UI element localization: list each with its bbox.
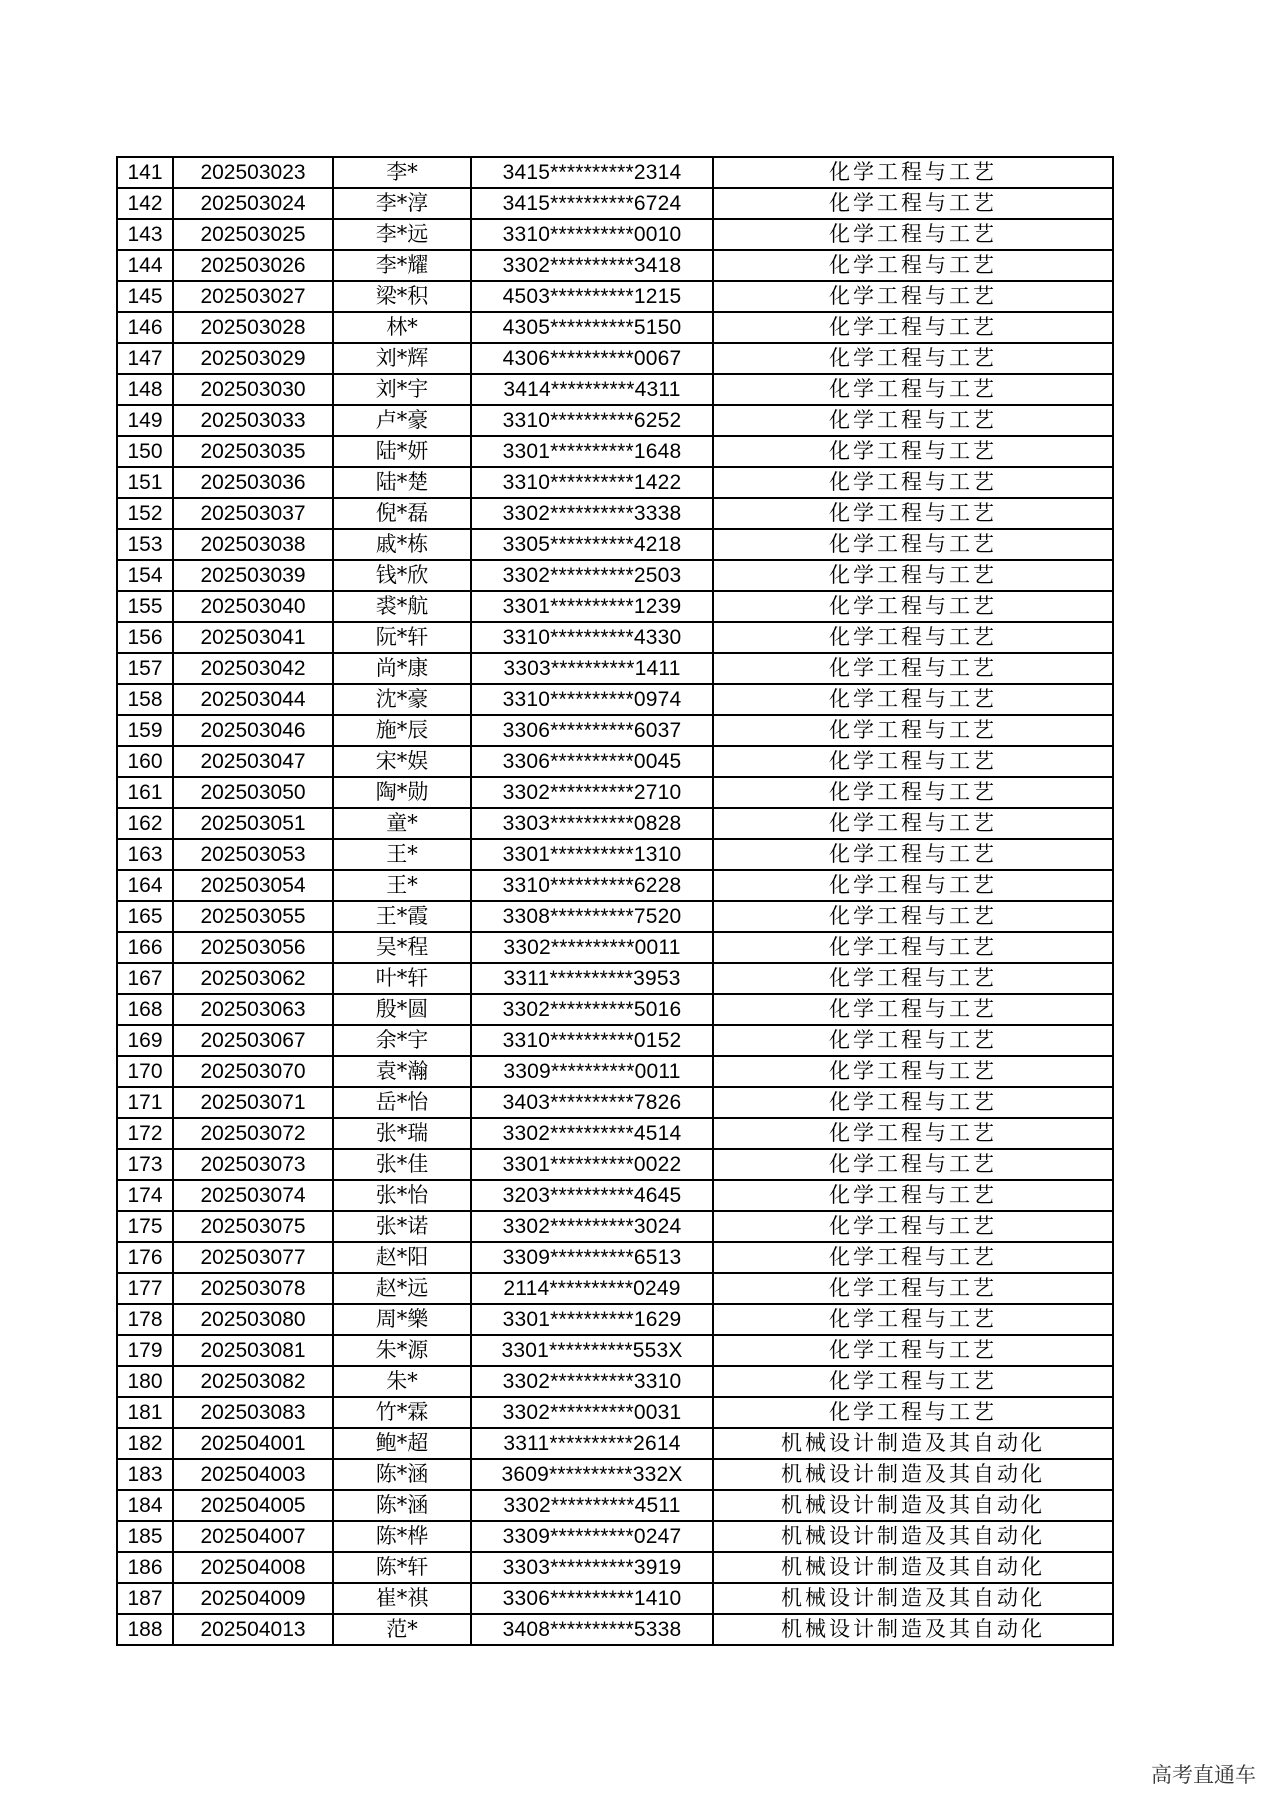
student-number: 202504013: [173, 1614, 333, 1645]
student-number: 202503030: [173, 374, 333, 405]
student-number: 202503067: [173, 1025, 333, 1056]
id-number: 3308**********7520: [471, 901, 713, 932]
major-name: 化学工程与工艺: [713, 777, 1113, 808]
id-number: 3310**********6228: [471, 870, 713, 901]
student-number: 202503027: [173, 281, 333, 312]
table-row: [117, 467, 1113, 498]
id-number: 3310**********1422: [471, 467, 713, 498]
student-number: 202504009: [173, 1583, 333, 1614]
id-number: 3301**********1239: [471, 591, 713, 622]
student-number: 202503046: [173, 715, 333, 746]
student-name: 王*: [333, 870, 471, 901]
table-row: [117, 932, 1113, 963]
row-index: 148: [117, 374, 173, 405]
major-name: 化学工程与工艺: [713, 653, 1113, 684]
student-number: 202503033: [173, 405, 333, 436]
id-number: 3302**********2503: [471, 560, 713, 591]
student-number: 202503051: [173, 808, 333, 839]
major-name: 化学工程与工艺: [713, 1056, 1113, 1087]
student-name: 李*耀: [333, 250, 471, 281]
student-name: 陆*妍: [333, 436, 471, 467]
student-number: 202503038: [173, 529, 333, 560]
student-name: 鲍*超: [333, 1428, 471, 1459]
row-index: 173: [117, 1149, 173, 1180]
student-name: 陈*桦: [333, 1521, 471, 1552]
row-index: 166: [117, 932, 173, 963]
student-name: 余*宇: [333, 1025, 471, 1056]
major-name: 化学工程与工艺: [713, 188, 1113, 219]
table-row: [117, 188, 1113, 219]
student-name: 张*诺: [333, 1211, 471, 1242]
student-number: 202503035: [173, 436, 333, 467]
major-name: 化学工程与工艺: [713, 1242, 1113, 1273]
student-number: 202503050: [173, 777, 333, 808]
major-name: 化学工程与工艺: [713, 715, 1113, 746]
table-row: [117, 1521, 1113, 1552]
student-number: 202504005: [173, 1490, 333, 1521]
student-name: 陈*涵: [333, 1459, 471, 1490]
student-name: 周*樂: [333, 1304, 471, 1335]
row-index: 141: [117, 157, 173, 188]
student-name: 陈*涵: [333, 1490, 471, 1521]
id-number: 3403**********7826: [471, 1087, 713, 1118]
table-row: [117, 157, 1113, 188]
id-number: 3302**********3310: [471, 1366, 713, 1397]
id-number: 3301**********1310: [471, 839, 713, 870]
student-name: 李*远: [333, 219, 471, 250]
major-name: 机械设计制造及其自动化: [713, 1583, 1113, 1614]
table-row: [117, 312, 1113, 343]
student-name: 倪*磊: [333, 498, 471, 529]
row-index: 176: [117, 1242, 173, 1273]
table-row: [117, 1490, 1113, 1521]
student-number: 202504008: [173, 1552, 333, 1583]
row-index: 151: [117, 467, 173, 498]
major-name: 化学工程与工艺: [713, 1025, 1113, 1056]
table-row: [117, 1459, 1113, 1490]
student-number: 202503037: [173, 498, 333, 529]
row-index: 162: [117, 808, 173, 839]
row-index: 169: [117, 1025, 173, 1056]
table-row: [117, 1397, 1113, 1428]
table-row: [117, 1149, 1113, 1180]
table-row: [117, 1056, 1113, 1087]
major-name: 化学工程与工艺: [713, 901, 1113, 932]
roster-table: [116, 156, 1114, 1646]
student-number: 202503025: [173, 219, 333, 250]
table-row: [117, 1428, 1113, 1459]
major-name: 化学工程与工艺: [713, 1149, 1113, 1180]
student-name: 范*: [333, 1614, 471, 1645]
id-number: 2114**********0249: [471, 1273, 713, 1304]
id-number: 3302**********4514: [471, 1118, 713, 1149]
table-row: [117, 1273, 1113, 1304]
student-number: 202504007: [173, 1521, 333, 1552]
major-name: 机械设计制造及其自动化: [713, 1459, 1113, 1490]
table-row: [117, 870, 1113, 901]
id-number: 3306**********6037: [471, 715, 713, 746]
student-number: 202503047: [173, 746, 333, 777]
student-number: 202503073: [173, 1149, 333, 1180]
student-number: 202503041: [173, 622, 333, 653]
student-number: 202503026: [173, 250, 333, 281]
major-name: 化学工程与工艺: [713, 1273, 1113, 1304]
student-name: 赵*远: [333, 1273, 471, 1304]
row-index: 177: [117, 1273, 173, 1304]
student-number: 202503028: [173, 312, 333, 343]
student-name: 朱*源: [333, 1335, 471, 1366]
student-name: 阮*轩: [333, 622, 471, 653]
id-number: 3310**********4330: [471, 622, 713, 653]
major-name: 机械设计制造及其自动化: [713, 1428, 1113, 1459]
student-number: 202504001: [173, 1428, 333, 1459]
row-index: 168: [117, 994, 173, 1025]
student-number: 202503082: [173, 1366, 333, 1397]
id-number: 4306**********0067: [471, 343, 713, 374]
row-index: 145: [117, 281, 173, 312]
student-number: 202503024: [173, 188, 333, 219]
student-number: 202503055: [173, 901, 333, 932]
row-index: 158: [117, 684, 173, 715]
id-number: 3301**********0022: [471, 1149, 713, 1180]
table-row: [117, 374, 1113, 405]
student-name: 张*瑞: [333, 1118, 471, 1149]
row-index: 149: [117, 405, 173, 436]
major-name: 化学工程与工艺: [713, 374, 1113, 405]
student-name: 吴*程: [333, 932, 471, 963]
row-index: 144: [117, 250, 173, 281]
student-name: 王*: [333, 839, 471, 870]
id-number: 3302**********3024: [471, 1211, 713, 1242]
table-row: [117, 715, 1113, 746]
row-index: 186: [117, 1552, 173, 1583]
id-number: 3309**********0011: [471, 1056, 713, 1087]
id-number: 4503**********1215: [471, 281, 713, 312]
table-row: [117, 1304, 1113, 1335]
major-name: 化学工程与工艺: [713, 281, 1113, 312]
id-number: 3311**********2614: [471, 1428, 713, 1459]
major-name: 化学工程与工艺: [713, 808, 1113, 839]
id-number: 3302**********5016: [471, 994, 713, 1025]
student-name: 施*辰: [333, 715, 471, 746]
student-number: 202503029: [173, 343, 333, 374]
table-row: [117, 994, 1113, 1025]
student-name: 叶*轩: [333, 963, 471, 994]
id-number: 3309**********0247: [471, 1521, 713, 1552]
row-index: 157: [117, 653, 173, 684]
student-name: 王*霞: [333, 901, 471, 932]
student-name: 陶*勋: [333, 777, 471, 808]
student-name: 尚*康: [333, 653, 471, 684]
row-index: 156: [117, 622, 173, 653]
id-number: 3302**********4511: [471, 1490, 713, 1521]
major-name: 化学工程与工艺: [713, 436, 1113, 467]
id-number: 3301**********1648: [471, 436, 713, 467]
table-row: [117, 1366, 1113, 1397]
major-name: 化学工程与工艺: [713, 1335, 1113, 1366]
table-row: [117, 684, 1113, 715]
row-index: 155: [117, 591, 173, 622]
major-name: 化学工程与工艺: [713, 684, 1113, 715]
major-name: 化学工程与工艺: [713, 1397, 1113, 1428]
student-name: 童*: [333, 808, 471, 839]
student-name: 沈*豪: [333, 684, 471, 715]
student-name: 袁*瀚: [333, 1056, 471, 1087]
major-name: 化学工程与工艺: [713, 994, 1113, 1025]
major-name: 化学工程与工艺: [713, 467, 1113, 498]
row-index: 146: [117, 312, 173, 343]
table-row: [117, 1335, 1113, 1366]
table-row: [117, 1087, 1113, 1118]
table-row: [117, 529, 1113, 560]
major-name: 化学工程与工艺: [713, 343, 1113, 374]
row-index: 183: [117, 1459, 173, 1490]
table-row: [117, 1180, 1113, 1211]
table-row: [117, 591, 1113, 622]
row-index: 160: [117, 746, 173, 777]
id-number: 3302**********3338: [471, 498, 713, 529]
row-index: 170: [117, 1056, 173, 1087]
id-number: 3203**********4645: [471, 1180, 713, 1211]
row-index: 182: [117, 1428, 173, 1459]
student-name: 朱*: [333, 1366, 471, 1397]
id-number: 3414**********4311: [471, 374, 713, 405]
table-row: [117, 1614, 1113, 1645]
student-name: 赵*阳: [333, 1242, 471, 1273]
row-index: 143: [117, 219, 173, 250]
student-name: 陈*轩: [333, 1552, 471, 1583]
major-name: 化学工程与工艺: [713, 1118, 1113, 1149]
student-number: 202503083: [173, 1397, 333, 1428]
table-row: [117, 560, 1113, 591]
table-row: [117, 622, 1113, 653]
id-number: 3311**********3953: [471, 963, 713, 994]
row-index: 184: [117, 1490, 173, 1521]
id-number: 3303**********1411: [471, 653, 713, 684]
id-number: 3415**********6724: [471, 188, 713, 219]
student-number: 202503070: [173, 1056, 333, 1087]
student-number: 202503042: [173, 653, 333, 684]
major-name: 化学工程与工艺: [713, 870, 1113, 901]
table-row: [117, 1242, 1113, 1273]
major-name: 化学工程与工艺: [713, 157, 1113, 188]
row-index: 174: [117, 1180, 173, 1211]
table-row: [117, 250, 1113, 281]
student-name: 陆*楚: [333, 467, 471, 498]
student-name: 刘*辉: [333, 343, 471, 374]
roster-body: [117, 157, 1113, 1645]
major-name: 化学工程与工艺: [713, 963, 1113, 994]
id-number: 4305**********5150: [471, 312, 713, 343]
id-number: 3310**********6252: [471, 405, 713, 436]
student-name: 张*怡: [333, 1180, 471, 1211]
student-name: 梁*积: [333, 281, 471, 312]
major-name: 化学工程与工艺: [713, 498, 1113, 529]
row-index: 171: [117, 1087, 173, 1118]
id-number: 3310**********0974: [471, 684, 713, 715]
id-number: 3302**********3418: [471, 250, 713, 281]
row-index: 142: [117, 188, 173, 219]
major-name: 化学工程与工艺: [713, 1304, 1113, 1335]
student-name: 崔*祺: [333, 1583, 471, 1614]
id-number: 3306**********1410: [471, 1583, 713, 1614]
student-number: 202503036: [173, 467, 333, 498]
major-name: 化学工程与工艺: [713, 1180, 1113, 1211]
major-name: 化学工程与工艺: [713, 560, 1113, 591]
id-number: 3309**********6513: [471, 1242, 713, 1273]
table-row: [117, 839, 1113, 870]
id-number: 3306**********0045: [471, 746, 713, 777]
student-number: 202503062: [173, 963, 333, 994]
student-number: 202503081: [173, 1335, 333, 1366]
row-index: 167: [117, 963, 173, 994]
id-number: 3302**********0031: [471, 1397, 713, 1428]
id-number: 3408**********5338: [471, 1614, 713, 1645]
table-row: [117, 436, 1113, 467]
major-name: 化学工程与工艺: [713, 746, 1113, 777]
major-name: 机械设计制造及其自动化: [713, 1521, 1113, 1552]
major-name: 化学工程与工艺: [713, 405, 1113, 436]
row-index: 164: [117, 870, 173, 901]
table-row: [117, 777, 1113, 808]
major-name: 化学工程与工艺: [713, 529, 1113, 560]
student-number: 202503044: [173, 684, 333, 715]
table-row: [117, 746, 1113, 777]
major-name: 化学工程与工艺: [713, 219, 1113, 250]
student-number: 202503023: [173, 157, 333, 188]
student-name: 岳*怡: [333, 1087, 471, 1118]
row-index: 188: [117, 1614, 173, 1645]
table-row: [117, 1118, 1113, 1149]
watermark: 高考直通车: [1151, 1763, 1256, 1787]
major-name: 化学工程与工艺: [713, 839, 1113, 870]
row-index: 152: [117, 498, 173, 529]
student-name: 卢*豪: [333, 405, 471, 436]
table-row: [117, 1583, 1113, 1614]
major-name: 化学工程与工艺: [713, 932, 1113, 963]
row-index: 150: [117, 436, 173, 467]
table-row: [117, 963, 1113, 994]
table-row: [117, 1025, 1113, 1056]
student-name: 宋*娱: [333, 746, 471, 777]
student-name: 李*淳: [333, 188, 471, 219]
id-number: 3305**********4218: [471, 529, 713, 560]
row-index: 161: [117, 777, 173, 808]
table-row: [117, 653, 1113, 684]
row-index: 154: [117, 560, 173, 591]
student-name: 戚*栋: [333, 529, 471, 560]
id-number: 3609**********332X: [471, 1459, 713, 1490]
major-name: 化学工程与工艺: [713, 1211, 1113, 1242]
table-row: [117, 498, 1113, 529]
major-name: 化学工程与工艺: [713, 1366, 1113, 1397]
major-name: 机械设计制造及其自动化: [713, 1552, 1113, 1583]
row-index: 178: [117, 1304, 173, 1335]
student-name: 裘*航: [333, 591, 471, 622]
row-index: 187: [117, 1583, 173, 1614]
row-index: 185: [117, 1521, 173, 1552]
id-number: 3415**********2314: [471, 157, 713, 188]
table-row: [117, 219, 1113, 250]
row-index: 181: [117, 1397, 173, 1428]
student-number: 202503075: [173, 1211, 333, 1242]
id-number: 3303**********0828: [471, 808, 713, 839]
id-number: 3302**********2710: [471, 777, 713, 808]
major-name: 机械设计制造及其自动化: [713, 1490, 1113, 1521]
row-index: 163: [117, 839, 173, 870]
student-number: 202503072: [173, 1118, 333, 1149]
student-name: 张*佳: [333, 1149, 471, 1180]
table-row: [117, 405, 1113, 436]
table-row: [117, 343, 1113, 374]
id-number: 3301**********1629: [471, 1304, 713, 1335]
student-number: 202503054: [173, 870, 333, 901]
student-number: 202503063: [173, 994, 333, 1025]
id-number: 3303**********3919: [471, 1552, 713, 1583]
table-row: [117, 901, 1113, 932]
student-number: 202503053: [173, 839, 333, 870]
id-number: 3310**********0152: [471, 1025, 713, 1056]
student-number: 202503040: [173, 591, 333, 622]
table-row: [117, 1211, 1113, 1242]
student-name: 李*: [333, 157, 471, 188]
table-row: [117, 1552, 1113, 1583]
id-number: 3301**********553X: [471, 1335, 713, 1366]
table-row: [117, 281, 1113, 312]
row-index: 172: [117, 1118, 173, 1149]
student-number: 202503074: [173, 1180, 333, 1211]
row-index: 159: [117, 715, 173, 746]
major-name: 机械设计制造及其自动化: [713, 1614, 1113, 1645]
student-name: 刘*宇: [333, 374, 471, 405]
student-number: 202503056: [173, 932, 333, 963]
major-name: 化学工程与工艺: [713, 312, 1113, 343]
student-number: 202503077: [173, 1242, 333, 1273]
row-index: 165: [117, 901, 173, 932]
row-index: 147: [117, 343, 173, 374]
row-index: 153: [117, 529, 173, 560]
student-number: 202503080: [173, 1304, 333, 1335]
student-name: 殷*圆: [333, 994, 471, 1025]
student-number: 202503078: [173, 1273, 333, 1304]
major-name: 化学工程与工艺: [713, 622, 1113, 653]
row-index: 180: [117, 1366, 173, 1397]
student-name: 竹*霖: [333, 1397, 471, 1428]
id-number: 3302**********0011: [471, 932, 713, 963]
id-number: 3310**********0010: [471, 219, 713, 250]
student-name: 钱*欣: [333, 560, 471, 591]
major-name: 化学工程与工艺: [713, 591, 1113, 622]
row-index: 179: [117, 1335, 173, 1366]
table-row: [117, 808, 1113, 839]
student-number: 202503071: [173, 1087, 333, 1118]
major-name: 化学工程与工艺: [713, 1087, 1113, 1118]
student-name: 林*: [333, 312, 471, 343]
student-number: 202504003: [173, 1459, 333, 1490]
row-index: 175: [117, 1211, 173, 1242]
student-number: 202503039: [173, 560, 333, 591]
major-name: 化学工程与工艺: [713, 250, 1113, 281]
